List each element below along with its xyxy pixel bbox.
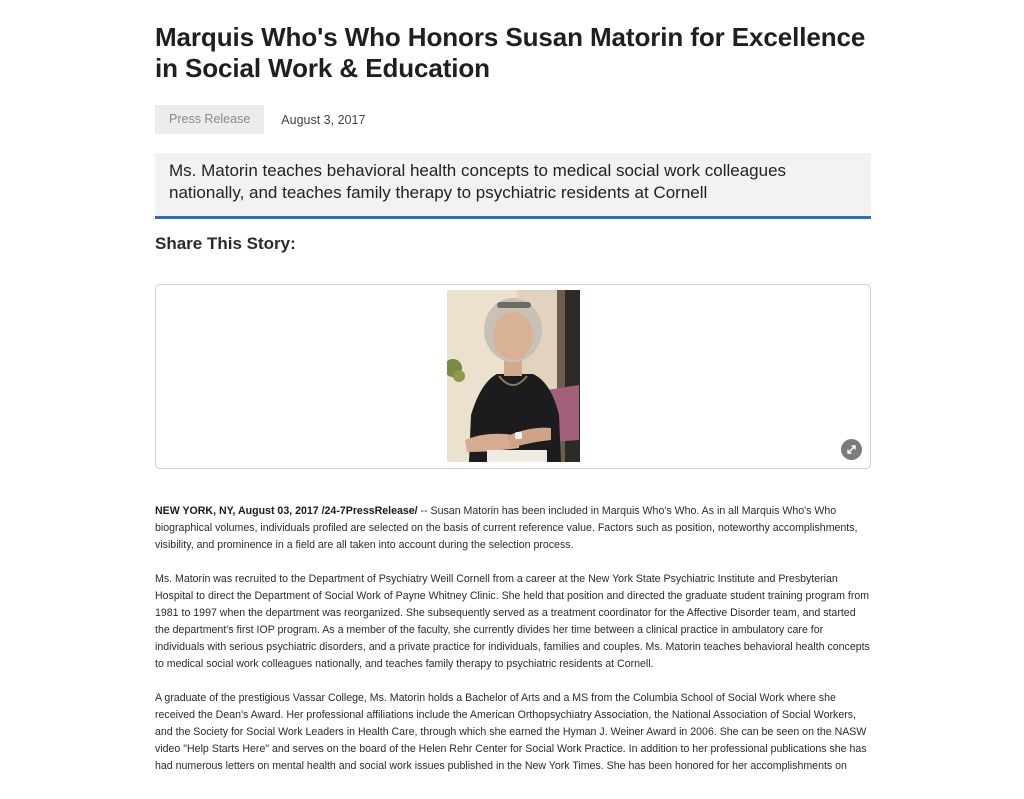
article-meta [155, 105, 871, 134]
body-paragraph-1 [155, 503, 871, 554]
body-paragraph-2: Ms. Matorin was recruited to the Department of Psychiatry Weill Cornell from a career at the New York State Psychiatric Institute and Presbyterian Hospital to direct the Department of Social Work of Payne Whitney Clinic. She held that position and directed the graduate student training program from 1981 to 1997 when the department was reorganized. She subsequently served as a treatment coordinator for the Affective Disorder team, and started the department's first IOP program. As a member of the faculty, she currently divides her time between a clinical practice in ambulatory care for individuals with serious psychiatric disorders, and a private practice for individuals, families and couples. Ms. Matorin teaches behavioral health concepts to medical social work colleagues nationally, and teaches family therapy to psychiatric residents at Cornell. [155, 573, 870, 670]
paragraph-1-text: -- Susan Matorin has been included in Marquis Who's Who. As in all Marquis Who's Who biographical volumes, individuals profiled are selected on the basis of current reference value. Factors such as position, noteworthy accomplishments, visibility, and prominence in a field are all taken into account during the selection process. [155, 505, 858, 551]
article [155, 22, 871, 775]
summary-box [155, 153, 871, 219]
category-badge[interactable]: Press Release [155, 105, 264, 134]
dateline: NEW YORK, NY, August 03, 2017 /24-7PressRelease/ [155, 505, 418, 517]
expand-button[interactable] [841, 439, 862, 460]
body-paragraph-3: A graduate of the prestigious Vassar College, Ms. Matorin holds a Bachelor of Arts and a MS from the Columbia School of Social Work where she received the Dean's Award. Her professional affiliations include the American Orthopsychiatry Association, the National Association of Social Workers, and the Society for Social Work Leaders in Health Care, through which she earned the Hyman J. Weiner Award in 2006. She can be seen on the NASW video "Help Starts Here" and serves on the board of the Helen Rehr Center for Social Work Practice. In addition to her professional publications she has had numerous letters on mental health and social work issues published in the New York Times. She has been honored for her accomplishments on [155, 692, 867, 772]
expand-icon [846, 444, 857, 455]
summary-text: Ms. Matorin teaches behavioral health concepts to medical social work colleagues nationally, and teaches family therapy to psychiatric residents at Cornell [169, 161, 787, 202]
publish-date: August 3, 2017 [281, 112, 366, 127]
portrait-image [447, 290, 580, 462]
article-headline: Marquis Who's Who Honors Susan Matorin for Excellence in Social Work & Education [155, 22, 866, 83]
article-photo[interactable] [447, 290, 580, 462]
share-heading: Share This Story: [155, 234, 296, 253]
article-body [155, 503, 871, 775]
media-box [155, 284, 871, 469]
